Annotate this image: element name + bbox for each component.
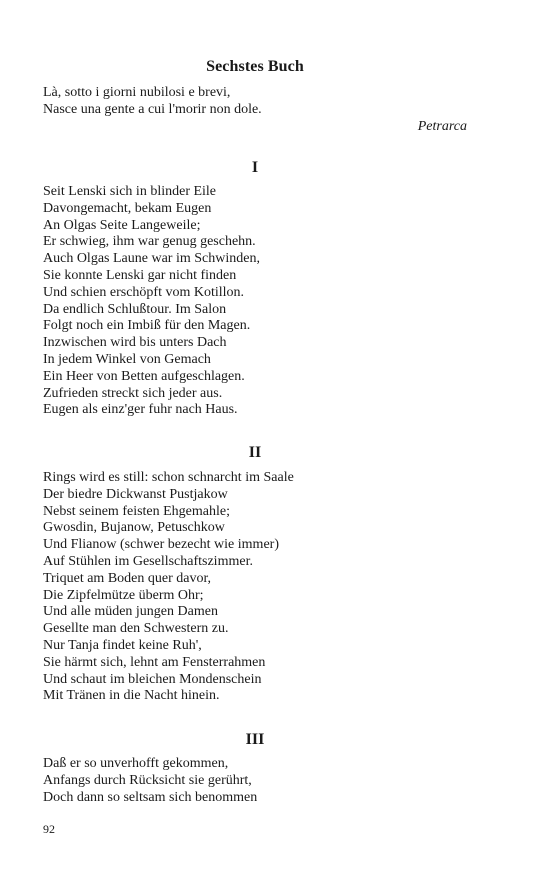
verse-line: Nur Tanja findet keine Ruh', <box>43 637 202 653</box>
verse-line: Die Zipfelmütze überm Ohr; <box>43 587 204 603</box>
verse-line: Ein Heer von Betten aufgeschlagen. <box>43 368 245 384</box>
verse-line: Anfangs durch Rücksicht sie gerührt, <box>43 772 252 788</box>
verse-line: Daß er so unverhofft gekommen, <box>43 756 229 771</box>
verse-line: Und schien erschöpft vom Kotillon. <box>43 284 245 300</box>
stanza <box>43 470 483 705</box>
verse-line: Sie konnte Lenski gar nicht finden <box>43 267 237 283</box>
verse-line: Eugen als einz'ger fuhr nach Haus. <box>43 402 238 418</box>
verse-line: Und Flianow (schwer bezecht wie immer) <box>43 537 279 553</box>
page-number: 92 <box>43 822 55 836</box>
verse-line: An Olgas Seite Langeweile; <box>43 217 201 233</box>
epigraph-line: Nasce una gente a cui l'morir non dole. <box>43 102 262 117</box>
verse-line: Mit Tränen in die Nacht hinein. <box>43 688 220 704</box>
verse-line: Doch dann so seltsam sich benommen <box>43 789 258 805</box>
stanza-number: I <box>251 159 259 176</box>
verse-line: Triquet am Boden quer davor, <box>43 570 212 586</box>
verse-line: In jedem Winkel von Gemach <box>43 351 211 367</box>
verse-line: Seit Lenski sich in blinder Eile <box>43 184 217 199</box>
stanza-number: II <box>248 444 262 461</box>
verse-line: Inzwischen wird bis unters Dach <box>43 335 227 351</box>
stanza-number: III <box>245 731 265 748</box>
verse-line: Auf Stühlen im Gesellschaftszimmer. <box>43 553 253 569</box>
verse-line: Folgt noch ein Imbiß für den Magen. <box>43 318 251 334</box>
verse-line: Zufrieden streckt sich jeder aus. <box>43 385 223 401</box>
verse-line: Er schwieg, ihm war genug geschehn. <box>43 234 256 250</box>
epigraph-line: Là, sotto i giorni nubilosi e brevi, <box>43 85 231 100</box>
verse-line: Rings wird es still: schon schnarcht im Saale <box>43 470 294 485</box>
stanza <box>43 184 483 419</box>
epigraph-attribution: Petrarca <box>417 119 467 134</box>
verse-line: Und schaut im bleichen Mondenschein <box>43 671 262 687</box>
epigraph <box>43 84 473 135</box>
verse-line: Sie härmt sich, lehnt am Fensterrahmen <box>43 654 266 670</box>
verse-line: Nebst seinem feisten Ehgemahle; <box>43 503 230 519</box>
verse-line: Gwosdin, Bujanow, Petuschkow <box>43 520 225 536</box>
verse-line: Der biedre Dickwanst Pustjakow <box>43 486 228 502</box>
verse-line: Davongemacht, bekam Eugen <box>43 200 212 216</box>
stanza <box>43 756 483 806</box>
verse-line: Auch Olgas Laune war im Schwinden, <box>43 251 260 267</box>
verse-line: Da endlich Schlußtour. Im Salon <box>43 301 227 317</box>
book-title: Sechstes Buch <box>206 58 304 75</box>
verse-line: Gesellte man den Schwestern zu. <box>43 621 229 637</box>
verse-line: Und alle müden jungen Damen <box>43 604 218 620</box>
